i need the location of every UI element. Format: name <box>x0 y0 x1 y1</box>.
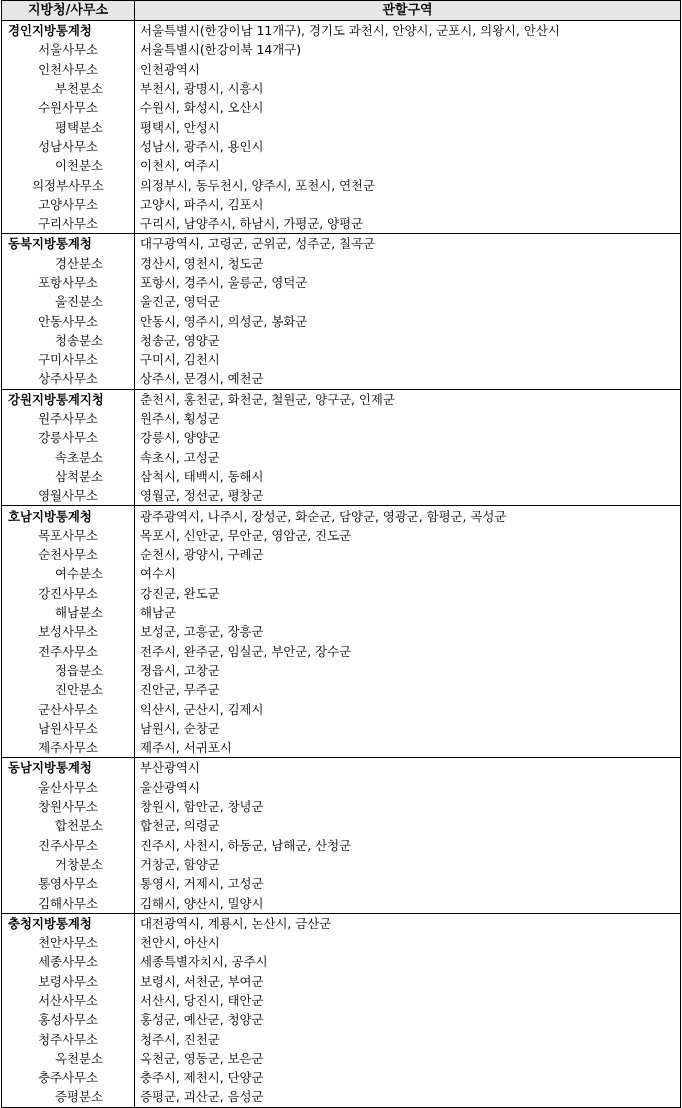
table-row <box>2 79 681 98</box>
table-row <box>2 603 681 622</box>
office-name: 전주사무소 <box>2 642 135 661</box>
table-row <box>2 719 681 738</box>
table-row <box>2 448 681 467</box>
table-row <box>2 972 681 991</box>
jurisdiction-area: 보성군, 고흥군, 장흥군 <box>135 622 681 641</box>
table-row <box>2 195 681 214</box>
office-name: 순천사무소 <box>2 545 135 564</box>
table-row <box>2 797 681 816</box>
table-row <box>2 292 681 311</box>
branch-name: 합천분소 <box>2 816 135 835</box>
jurisdiction-area: 해남군 <box>135 603 681 622</box>
jurisdiction-table <box>1 0 681 1108</box>
table-row <box>2 506 681 526</box>
office-name: 포항사무소 <box>2 273 135 292</box>
jurisdiction-area: 서울특별시(한강이북 14개구) <box>135 40 681 59</box>
office-name: 창원사무소 <box>2 797 135 816</box>
table-row <box>2 738 681 758</box>
jurisdiction-area: 구미시, 김천시 <box>135 350 681 369</box>
table-row <box>2 214 681 234</box>
jurisdiction-area: 청송군, 영양군 <box>135 331 681 350</box>
jurisdiction-area: 대전광역시, 계룡시, 논산시, 금산군 <box>135 913 681 933</box>
jurisdiction-area: 평택시, 안성시 <box>135 117 681 136</box>
office-name: 제주사무소 <box>2 738 135 758</box>
jurisdiction-area: 남원시, 순창군 <box>135 719 681 738</box>
table-row <box>2 1087 681 1107</box>
office-name: 목포사무소 <box>2 526 135 545</box>
jurisdiction-area: 천안시, 아산시 <box>135 933 681 952</box>
table-row <box>2 758 681 778</box>
branch-name: 옥천분소 <box>2 1049 135 1068</box>
table-row <box>2 816 681 835</box>
table-row <box>2 584 681 603</box>
office-name: 세종사무소 <box>2 952 135 971</box>
office-name: 충주사무소 <box>2 1068 135 1087</box>
table-row <box>2 991 681 1010</box>
jurisdiction-area: 목포시, 신안군, 무안군, 영암군, 진도군 <box>135 526 681 545</box>
table-row <box>2 369 681 389</box>
branch-name: 거창분소 <box>2 855 135 874</box>
office-name: 수원사무소 <box>2 98 135 117</box>
table-row <box>2 273 681 292</box>
table-row <box>2 699 681 718</box>
table-row <box>2 874 681 893</box>
branch-name: 진안분소 <box>2 680 135 699</box>
branch-name: 평택분소 <box>2 117 135 136</box>
office-name: 청주사무소 <box>2 1029 135 1048</box>
jurisdiction-area: 서울특별시(한강이남 11개구), 경기도 과천시, 안양시, 군포시, 의왕시, 안산시 <box>135 21 681 41</box>
jurisdiction-area: 상주시, 문경시, 예천군 <box>135 369 681 389</box>
office-name: 고양사무소 <box>2 195 135 214</box>
jurisdiction-area: 거창군, 함양군 <box>135 855 681 874</box>
table-row <box>2 893 681 913</box>
jurisdiction-area: 성남시, 광주시, 용인시 <box>135 137 681 156</box>
table-row <box>2 137 681 156</box>
jurisdiction-area: 여수시 <box>135 564 681 583</box>
table-row <box>2 40 681 59</box>
office-name: 안동사무소 <box>2 311 135 330</box>
jurisdiction-area: 보령시, 서천군, 부여군 <box>135 972 681 991</box>
office-name: 영월사무소 <box>2 486 135 506</box>
jurisdiction-area: 속초시, 고성군 <box>135 448 681 467</box>
jurisdiction-area: 김해시, 양산시, 밀양시 <box>135 893 681 913</box>
jurisdiction-area: 인천광역시 <box>135 60 681 79</box>
office-name: 강릉사무소 <box>2 428 135 447</box>
jurisdiction-area: 춘천시, 홍천군, 화천군, 철원군, 양구군, 인제군 <box>135 389 681 409</box>
jurisdiction-area: 증평군, 괴산군, 음성군 <box>135 1087 681 1107</box>
jurisdiction-area: 부천시, 광명시, 시흥시 <box>135 79 681 98</box>
office-name: 서울사무소 <box>2 40 135 59</box>
office-name: 홍성사무소 <box>2 1010 135 1029</box>
table-row <box>2 835 681 854</box>
branch-name: 이천분소 <box>2 156 135 175</box>
jurisdiction-area: 경산시, 영천시, 청도군 <box>135 254 681 273</box>
jurisdiction-area: 부산광역시 <box>135 758 681 778</box>
jurisdiction-area: 정읍시, 고창군 <box>135 661 681 680</box>
jurisdiction-area: 울진군, 영덕군 <box>135 292 681 311</box>
branch-name: 청송분소 <box>2 331 135 350</box>
regional-office-name: 동북지방통계청 <box>2 234 135 254</box>
table-row <box>2 1068 681 1087</box>
jurisdiction-area: 서산시, 당진시, 태안군 <box>135 991 681 1010</box>
regional-office-name: 충청지방통계청 <box>2 913 135 933</box>
jurisdiction-area: 안동시, 영주시, 의성군, 봉화군 <box>135 311 681 330</box>
branch-name: 여수분소 <box>2 564 135 583</box>
office-name: 통영사무소 <box>2 874 135 893</box>
jurisdiction-area: 전주시, 완주군, 임실군, 부안군, 장수군 <box>135 642 681 661</box>
table-row <box>2 1049 681 1068</box>
table-row <box>2 680 681 699</box>
table-row <box>2 428 681 447</box>
table-row <box>2 98 681 117</box>
table-row <box>2 913 681 933</box>
table-row <box>2 60 681 79</box>
jurisdiction-area: 강릉시, 양양군 <box>135 428 681 447</box>
table-row <box>2 117 681 136</box>
regional-office-name: 동남지방통계청 <box>2 758 135 778</box>
office-name: 군산사무소 <box>2 699 135 718</box>
table-row <box>2 952 681 971</box>
jurisdiction-area: 세종특별자치시, 공주시 <box>135 952 681 971</box>
jurisdiction-area: 강진군, 완도군 <box>135 584 681 603</box>
jurisdiction-area: 청주시, 진천군 <box>135 1029 681 1048</box>
office-name: 울산사무소 <box>2 778 135 797</box>
regional-office-name: 강원지방통계지청 <box>2 389 135 409</box>
branch-name: 속초분소 <box>2 448 135 467</box>
branch-name: 정읍분소 <box>2 661 135 680</box>
table-body <box>2 21 681 1108</box>
table-header-row <box>2 1 681 21</box>
table-row <box>2 622 681 641</box>
jurisdiction-area: 울산광역시 <box>135 778 681 797</box>
table-row <box>2 661 681 680</box>
table-row <box>2 855 681 874</box>
jurisdiction-area: 의정부시, 동두천시, 양주시, 포천시, 연천군 <box>135 175 681 194</box>
branch-name: 해남분소 <box>2 603 135 622</box>
jurisdiction-area: 구리시, 남양주시, 하남시, 가평군, 양평군 <box>135 214 681 234</box>
jurisdiction-area: 제주시, 서귀포시 <box>135 738 681 758</box>
branch-name: 증평분소 <box>2 1087 135 1107</box>
jurisdiction-area: 수원시, 화성시, 오산시 <box>135 98 681 117</box>
table-row <box>2 350 681 369</box>
table-row <box>2 467 681 486</box>
table-row <box>2 486 681 506</box>
jurisdiction-area: 합천군, 의령군 <box>135 816 681 835</box>
jurisdiction-area: 원주시, 횡성군 <box>135 409 681 428</box>
office-name: 의정부사무소 <box>2 175 135 194</box>
office-name: 서산사무소 <box>2 991 135 1010</box>
table-row <box>2 1010 681 1029</box>
office-name: 구리사무소 <box>2 214 135 234</box>
table-row <box>2 21 681 41</box>
table-row <box>2 545 681 564</box>
regional-office-name: 호남지방통계청 <box>2 506 135 526</box>
office-name: 남원사무소 <box>2 719 135 738</box>
office-name: 강진사무소 <box>2 584 135 603</box>
jurisdiction-area: 영월군, 정선군, 평창군 <box>135 486 681 506</box>
office-name: 보령사무소 <box>2 972 135 991</box>
jurisdiction-area: 홍성군, 예산군, 청양군 <box>135 1010 681 1029</box>
header-area: 관할구역 <box>135 1 681 21</box>
jurisdiction-area: 진안군, 무주군 <box>135 680 681 699</box>
office-name: 구미사무소 <box>2 350 135 369</box>
branch-name: 삼척분소 <box>2 467 135 486</box>
office-name: 인천사무소 <box>2 60 135 79</box>
branch-name: 경산분소 <box>2 254 135 273</box>
office-name: 진주사무소 <box>2 835 135 854</box>
table-row <box>2 409 681 428</box>
jurisdiction-area: 창원시, 함안군, 창녕군 <box>135 797 681 816</box>
jurisdiction-area: 삼척시, 태백시, 동해시 <box>135 467 681 486</box>
table-row <box>2 311 681 330</box>
header-office: 지방청/사무소 <box>2 1 135 21</box>
jurisdiction-area: 광주광역시, 나주시, 장성군, 화순군, 담양군, 영광군, 함평군, 곡성군 <box>135 506 681 526</box>
office-name: 성남사무소 <box>2 137 135 156</box>
office-name: 김해사무소 <box>2 893 135 913</box>
table-row <box>2 254 681 273</box>
office-name: 상주사무소 <box>2 369 135 389</box>
table-row <box>2 175 681 194</box>
table-row <box>2 389 681 409</box>
jurisdiction-area: 옥천군, 영동군, 보은군 <box>135 1049 681 1068</box>
jurisdiction-area: 충주시, 제천시, 단양군 <box>135 1068 681 1087</box>
table-row <box>2 526 681 545</box>
branch-name: 부천분소 <box>2 79 135 98</box>
office-name: 원주사무소 <box>2 409 135 428</box>
office-name: 보성사무소 <box>2 622 135 641</box>
table-row <box>2 234 681 254</box>
branch-name: 울진분소 <box>2 292 135 311</box>
table-row <box>2 564 681 583</box>
regional-office-name: 경인지방통계청 <box>2 21 135 41</box>
table-row <box>2 331 681 350</box>
office-name: 천안사무소 <box>2 933 135 952</box>
jurisdiction-area: 진주시, 사천시, 하동군, 남해군, 산청군 <box>135 835 681 854</box>
jurisdiction-area: 순천시, 광양시, 구례군 <box>135 545 681 564</box>
jurisdiction-area: 포항시, 경주시, 울릉군, 영덕군 <box>135 273 681 292</box>
jurisdiction-area: 익산시, 군산시, 김제시 <box>135 699 681 718</box>
table-row <box>2 156 681 175</box>
table-row <box>2 933 681 952</box>
table-row <box>2 778 681 797</box>
jurisdiction-area: 이천시, 여주시 <box>135 156 681 175</box>
table-row <box>2 642 681 661</box>
jurisdiction-area: 고양시, 파주시, 김포시 <box>135 195 681 214</box>
jurisdiction-area: 대구광역시, 고령군, 군위군, 성주군, 칠곡군 <box>135 234 681 254</box>
jurisdiction-area: 통영시, 거제시, 고성군 <box>135 874 681 893</box>
table-row <box>2 1029 681 1048</box>
